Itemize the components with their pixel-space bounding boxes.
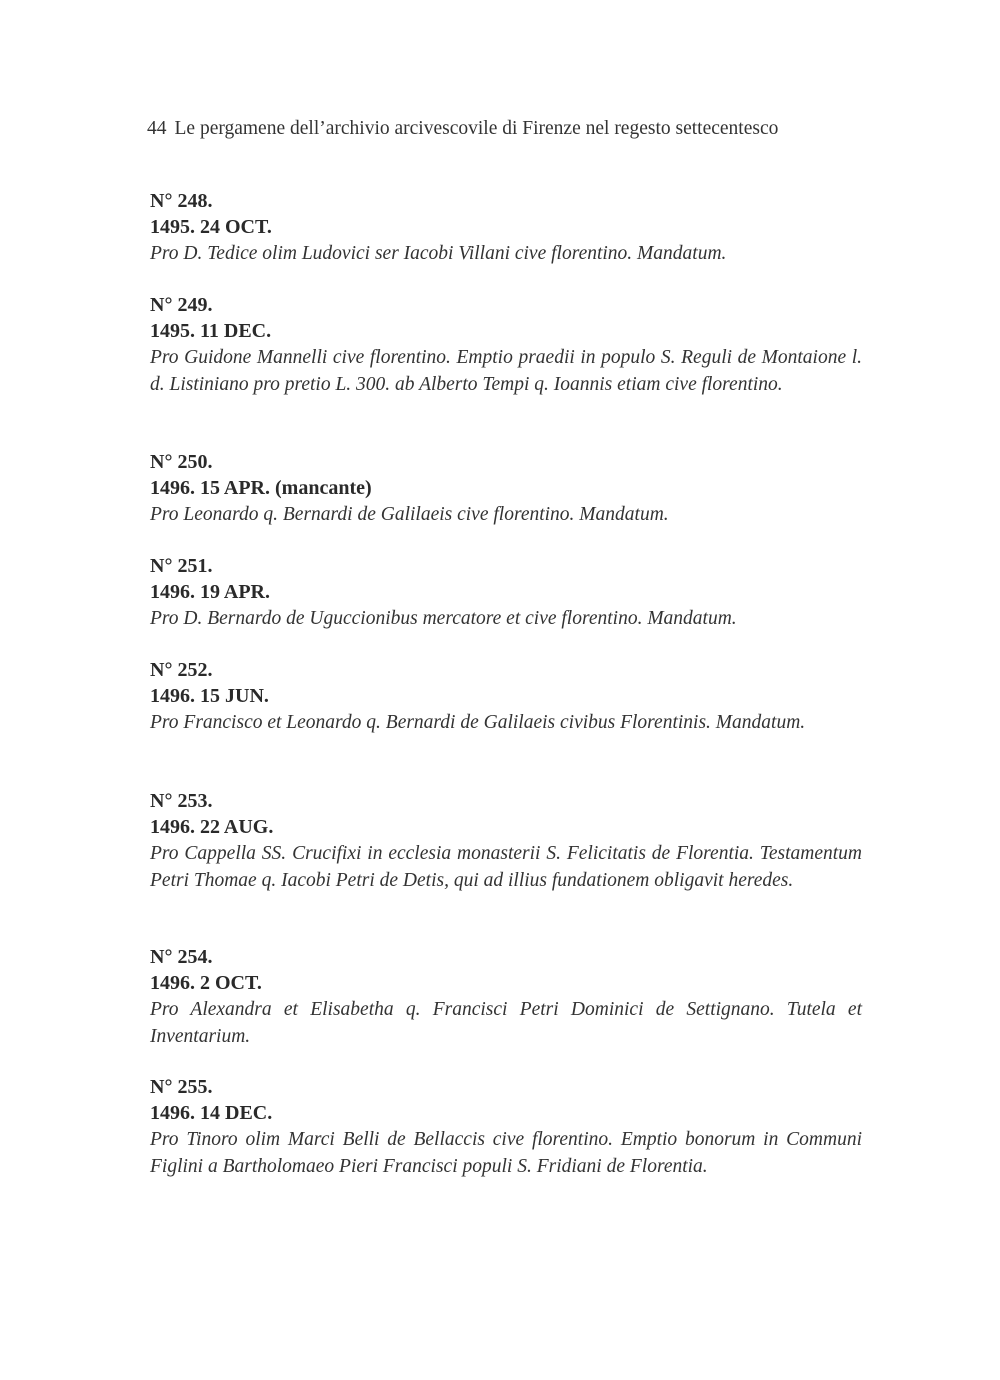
entry-description: Pro Tinoro olim Marci Belli de Bellaccis cive florentino. Emptio bonorum in Communi Figlini a Bartholomaeo Pieri Francisci populi S. Fridiani de Florentia. [150,1129,862,1177]
page-number: 44 [147,118,167,139]
regesto-entry [150,788,862,894]
entry-description: Pro Alexandra et Elisabetha q. Francisci Petri Dominici de Settignano. Tutela et Inventarium. [150,999,862,1047]
entry-date: 1496. 22 AUG. [150,816,274,838]
entry-number: N° 253. [150,790,213,812]
regesto-entry [150,553,862,633]
running-title: Le pergamene dell’archivio arcivescovile di Firenze nel regesto settecentesco [174,118,779,139]
running-header [147,118,778,140]
entry-description: Pro D. Bernardo de Uguccionibus mercatore et cive florentino. Mandatum. [150,608,737,629]
entry-description: Pro Cappella SS. Crucifixi in ecclesia monasterii S. Felicitatis de Florentia. Testamentum Petri Thomae q. Iacobi Petri de Detis, qui ad illius fundationem obligavit heredes. [150,843,862,891]
entry-date: 1496. 19 APR. [150,581,270,603]
regesto-entry [150,188,862,268]
entry-number: N° 252. [150,659,213,681]
entry-date: 1496. 15 JUN. [150,685,269,707]
entry-number: N° 255. [150,1076,213,1098]
entry-description: Pro Francisco et Leonardo q. Bernardi de Galilaeis civibus Florentinis. Mandatum. [150,712,806,733]
entry-date: 1496. 15 APR. (mancante) [150,477,372,499]
entry-number: N° 254. [150,946,213,968]
entry-date: 1495. 11 DEC. [150,320,272,342]
regesto-entry [150,1074,862,1180]
regesto-entry [150,292,862,398]
entry-description: Pro D. Tedice olim Ludovici ser Iacobi Villani cive florentino. Mandatum. [150,243,727,264]
regesto-entry [150,657,862,737]
entry-number: N° 251. [150,555,213,577]
entry-date: 1496. 14 DEC. [150,1102,273,1124]
entry-description: Pro Guidone Mannelli cive florentino. Emptio praedii in populo S. Reguli de Montaione l. d. Listiniano pro pretio L. 300. ab Alberto Tempi q. Ioannis etiam cive florentino. [150,347,862,395]
entry-number: N° 250. [150,451,213,473]
entry-number: N° 248. [150,190,213,212]
entry-number: N° 249. [150,294,213,316]
entry-description: Pro Leonardo q. Bernardi de Galilaeis cive florentino. Mandatum. [150,504,669,525]
regesto-entry [150,449,862,529]
entry-date: 1495. 24 OCT. [150,216,272,238]
regesto-entry [150,944,862,1050]
entry-date: 1496. 2 OCT. [150,972,262,994]
